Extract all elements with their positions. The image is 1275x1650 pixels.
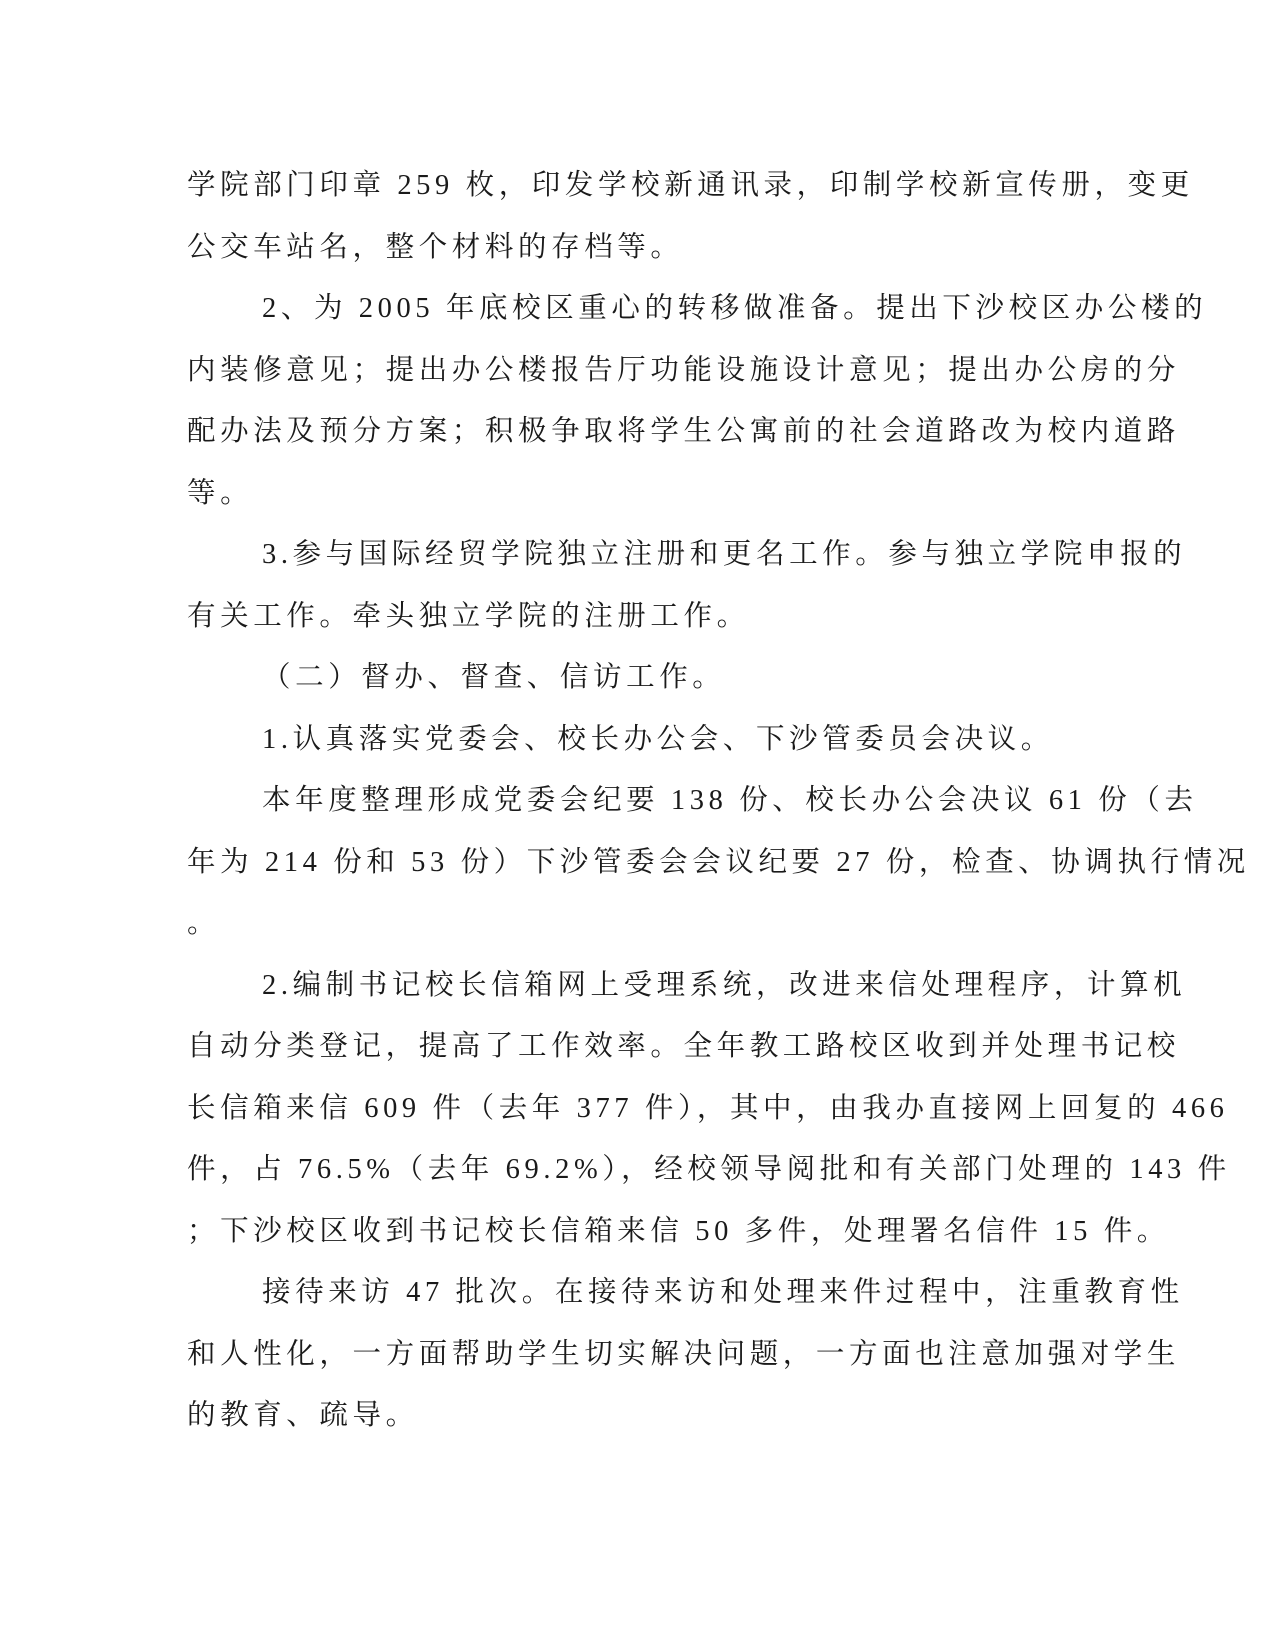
text-line: 自动分类登记，提高了工作效率。全年教工路校区收到并处理书记校 bbox=[187, 1031, 1181, 1062]
text-line: 3.参与国际经贸学院独立注册和更名工作。参与独立学院申报的 bbox=[262, 539, 1187, 570]
text-line: 。 bbox=[187, 908, 221, 939]
text-line: 2、为 2005 年底校区重心的转移做准备。提出下沙校区办公楼的 bbox=[262, 293, 1208, 324]
text-line: 和人性化，一方面帮助学生切实解决问题，一方面也注意加强对学生 bbox=[187, 1338, 1181, 1370]
text-line: 1.认真落实党委会、校长办公会、下沙管委员会决议。 bbox=[262, 723, 1054, 755]
section-heading: （二）督办、督查、信访工作。 bbox=[262, 662, 726, 693]
text-line: 配办法及预分方案；积极争取将学生公寓前的社会道路改为校内道路 bbox=[187, 416, 1181, 447]
text-line: 有关工作。牵头独立学院的注册工作。 bbox=[187, 600, 750, 632]
text-line: 长信箱来信 609 件（去年 377 件），其中，由我办直接网上回复的 466 bbox=[187, 1092, 1229, 1124]
text-line: 件，占 76.5%（去年 69.2%），经校领导阅批和有关部门处理的 143 件 bbox=[187, 1154, 1231, 1185]
document-body bbox=[187, 155, 1250, 1447]
text-line: 等。 bbox=[187, 477, 254, 509]
text-line: 公交车站名，整个材料的存档等。 bbox=[187, 231, 684, 263]
text-line: 的教育、疏导。 bbox=[187, 1400, 419, 1431]
text-line: ；下沙校区收到书记校长信箱来信 50 多件，处理署名信件 15 件。 bbox=[187, 1215, 1170, 1247]
text-line: 年为 214 份和 53 份）下沙管委会会议纪要 27 份，检查、协调执行情况 bbox=[187, 846, 1250, 878]
text-line: 内装修意见；提出办公楼报告厅功能设施设计意见；提出办公房的分 bbox=[187, 354, 1181, 386]
text-line: 学院部门印章 259 枚，印发学校新通讯录，印制学校新宣传册，变更 bbox=[187, 170, 1194, 201]
text-line: 本年度整理形成党委会纪要 138 份、校长办公会决议 61 份（去 bbox=[262, 785, 1198, 816]
text-line: 接待来访 47 批次。在接待来访和处理来件过程中，注重教育性 bbox=[262, 1277, 1184, 1308]
text-line: 2.编制书记校长信箱网上受理系统，改进来信处理程序，计算机 bbox=[262, 969, 1187, 1001]
